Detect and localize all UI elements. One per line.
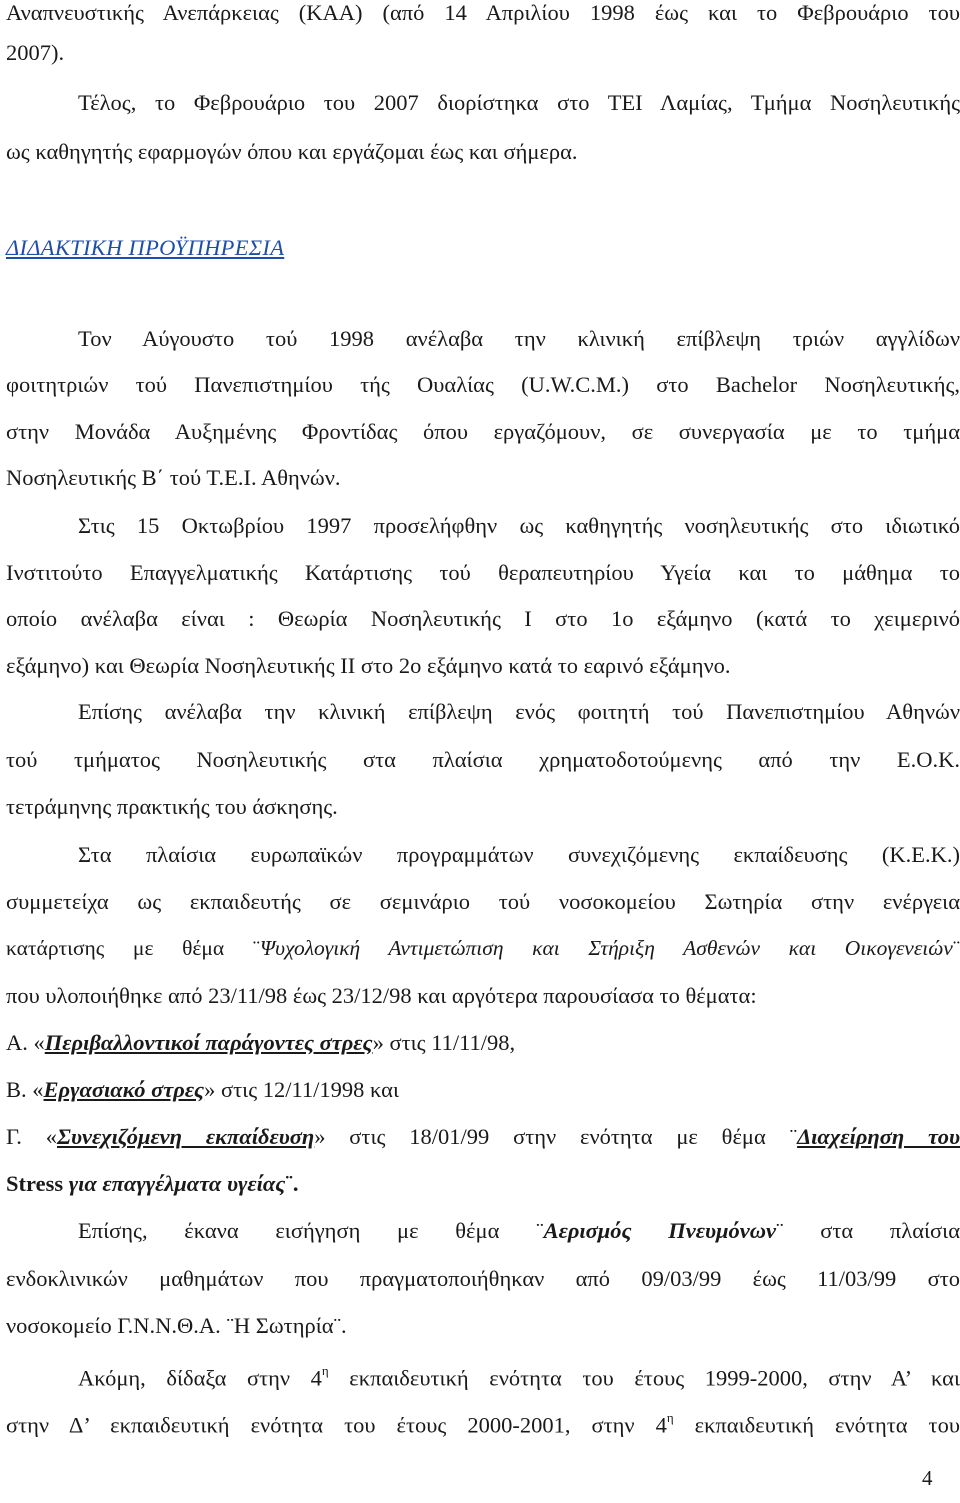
line-text: τού τμήματος Νοσηλευτικής στα πλαίσια χρηματοδοτούμενης από την Ε.Ο.Κ. — [6, 747, 960, 772]
text-line — [6, 887, 960, 917]
line-text: Αναπνευστικής Ανεπάρκειας (ΚΑΑ) (από 14 Απριλίου 1998 έως και το Φεβρουάριο του — [6, 0, 960, 25]
line-text: » στις 18/01/99 στην ενότητα με θέμα ¨ — [314, 1124, 798, 1149]
line-text: ¨ στα πλαίσια — [776, 1218, 960, 1243]
topic-subtitle: Stress — [6, 1171, 64, 1196]
line-text: ¨ — [952, 936, 960, 960]
text-line — [78, 840, 960, 870]
text-line — [6, 0, 960, 28]
superscript: η — [321, 1363, 329, 1378]
text-line — [6, 417, 960, 447]
section-heading-text: ΔΙΔΑΚΤΙΚΗ ΠΡΟΫΠΗΡΕΣΙΑ — [6, 235, 285, 260]
list-marker: Α. « — [6, 1030, 45, 1055]
line-text: τετράμηνης πρακτικής του άσκησης. — [6, 794, 338, 819]
text-line — [78, 1216, 960, 1246]
text-line — [6, 792, 960, 822]
line-text: οποίο ανέλαβα είναι : Θεωρία Νοσηλευτικής Ι στο 1ο εξάμηνο (κατά το χειμερινό — [6, 606, 960, 631]
text-line — [6, 1405, 960, 1438]
line-text: φοιτητριών τού Πανεπιστημίου τής Ουαλίας (U.W.C.M.) στο Bachelor Νοσηλευτικής, — [6, 372, 960, 397]
text-line — [6, 981, 960, 1011]
line-text: εκπαιδευτική ενότητα του — [673, 1412, 960, 1438]
text-line — [6, 558, 960, 588]
text-line — [6, 1311, 960, 1341]
line-text: ως καθηγητής εφαρμογών όπου και εργάζομαι έως και σήμερα. — [6, 139, 578, 164]
line-text: » στις 11/11/98, — [372, 1030, 516, 1055]
line-text: » στις 12/11/1998 και — [204, 1077, 400, 1102]
text-line — [6, 933, 960, 963]
line-text: ενδοκλινικών μαθημάτων που πραγματοποιήθηκαν από 09/03/99 έως 11/03/99 στο — [6, 1266, 960, 1291]
text-line — [78, 324, 960, 354]
line-text: Τέλος, το Φεβρουάριο του 2007 διορίστηκα στο ΤΕΙ Λαμίας, Τμήμα Νοσηλευτικής — [78, 90, 960, 115]
list-marker: Β. « — [6, 1077, 44, 1102]
line-text: Ινστιτούτο Επαγγελματικής Κατάρτισης τού θεραπευτηρίου Υγεία και το μάθημα το — [6, 560, 960, 585]
line-text: στην Δ’ εκπαιδευτική ενότητα του έτους 2000-2001, στην 4 — [6, 1412, 667, 1438]
text-line — [6, 604, 960, 634]
line-text: Ακόμη, δίδαξα στην 4 — [78, 1365, 322, 1391]
line-text: κατάρτισης με θέμα ¨ — [6, 936, 260, 960]
text-line — [78, 511, 960, 541]
line-text: Επίσης ανέλαβα την κλινική επίβλεψη ενός φοιτητή τού Πανεπιστημίου Αθηνών — [78, 699, 960, 724]
text-line — [78, 697, 960, 727]
talk-title: Αερισμός Πνευμόνων — [543, 1218, 777, 1243]
list-item — [6, 1122, 960, 1152]
line-text: 2007). — [6, 40, 65, 65]
page-number: 4 — [922, 1466, 933, 1490]
line-text: νοσοκομείο Γ.Ν.Ν.Θ.Α. ¨Η Σωτηρία¨. — [6, 1313, 347, 1338]
line-text: στην Μονάδα Αυξημένης Φροντίδας όπου εργαζόμουν, σε συνεργασία με το τμήμα — [6, 419, 960, 444]
section-heading — [6, 233, 960, 263]
text-line — [6, 137, 960, 167]
line-text: Τον Αύγουστο τού 1998 ανέλαβα την κλινική επίβλεψη τριών αγγλίδων — [78, 326, 960, 351]
text-line — [78, 88, 960, 118]
topic-title: Εργασιακό στρες — [43, 1077, 205, 1102]
list-marker: Γ. « — [6, 1124, 58, 1149]
text-line — [78, 1358, 960, 1391]
line-text: ¨. — [285, 1171, 299, 1196]
list-item — [6, 1075, 960, 1105]
text-line — [6, 370, 960, 400]
line-text: Επίσης, έκανα εισήγηση με θέμα ¨ — [78, 1218, 544, 1243]
line-text: Νοσηλευτικής Β΄ τού Τ.Ε.Ι. Αθηνών. — [6, 465, 341, 490]
text-line — [6, 745, 960, 775]
text-line — [6, 463, 960, 493]
topic-subtitle: για επαγγέλματα υγείας — [63, 1171, 286, 1196]
line-text: εκπαιδευτική ενότητα του έτους 1999-2000, στην Α’ και — [328, 1365, 960, 1391]
line-text: εξάμηνο) και Θεωρία Νοσηλευτικής ΙΙ στο 2ο εξάμηνο κατά το εαρινό εξάμηνο. — [6, 653, 731, 678]
text-line — [6, 1169, 960, 1199]
topic-title: Περιβαλλοντικοί παράγοντες στρες — [44, 1030, 373, 1055]
text-line — [6, 651, 960, 681]
list-item — [6, 1028, 960, 1058]
topic-subtitle: Διαχείρηση του — [797, 1124, 960, 1149]
seminar-title: Ψυχολογική Αντιμετώπιση και Στήριξη Ασθενών και Οικογενειών — [259, 936, 953, 960]
line-text: Στις 15 Οκτωβρίου 1997 προσελήφθην ως καθηγητής νοσηλευτικής στο ιδιωτικό — [78, 513, 960, 538]
text-line — [6, 38, 960, 68]
line-text: συμμετείχα ως εκπαιδευτής σε σεμινάριο τού νοσοκομείου Σωτηρία στην ενέργεια — [6, 889, 960, 914]
line-text: που υλοποιήθηκε από 23/11/98 έως 23/12/98 και αργότερα παρουσίασα το θέματα: — [6, 983, 757, 1008]
text-line — [6, 1264, 960, 1294]
superscript: η — [666, 1410, 674, 1425]
line-text: Στα πλαίσια ευρωπαϊκών προγραμμάτων συνεχιζόμενης εκπαίδευσης (Κ.Ε.Κ.) — [78, 842, 960, 867]
topic-title: Συνεχιζόμενη εκπαίδευση — [57, 1124, 315, 1149]
